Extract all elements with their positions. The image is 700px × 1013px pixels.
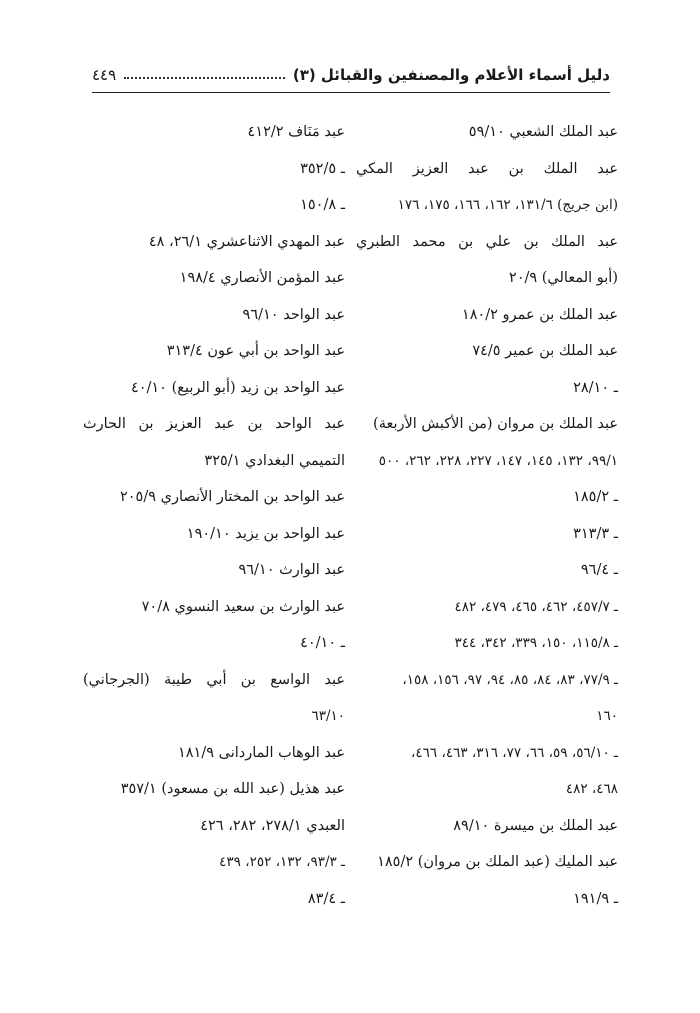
index-entry-line: (أبو المعالي) ٢٠/٩ <box>508 270 618 286</box>
index-entry-line: التميمي البغدادي ٣٢٥/١ <box>204 452 345 469</box>
index-entry-line: عبد الملك الشعبي ٥٩/١٠ <box>468 124 618 140</box>
index-entry-line: (ابن جريج) ١٣١/٦، ١٦٢، ١٦٦، ١٧٥، ١٧٦ <box>397 197 618 213</box>
header-dot-leader <box>124 77 285 79</box>
index-entry-line: ـ ٧٧/٩، ٨٣، ٨٤، ٨٥، ٩٤، ٩٧، ١٥٦، ١٥٨، <box>402 671 618 688</box>
index-entry-line: ـ ٣٥٢/٥ <box>300 160 345 177</box>
index-entry-line: ـ ٩٦/٤ <box>580 562 618 578</box>
index-entry-line: ـ ٤٠/١٠ <box>300 635 345 651</box>
index-column-right <box>356 114 618 917</box>
index-entry-line: عبد الملك بن مروان (من الأكبش الأربعة) <box>373 416 618 432</box>
index-entry-line: ـ ٩٣/٣، ١٣٢، ٢٥٢، ٤٣٩ <box>219 854 345 870</box>
index-entry-line: ـ ١٩١/٩ <box>573 890 618 907</box>
index-entry-line: ـ ١١٥/٨، ١٥٠، ٣٣٩، ٣٤٢، ٣٤٤ <box>454 635 618 651</box>
index-entry-line: عبد الواحد بن أبي عون ٣١٣/٤ <box>166 343 345 359</box>
index-entry-line: عبد الملك بن عمرو ١٨٠/٢ <box>461 306 618 323</box>
index-entry-line: عبد الواحد بن يزيد ١٩٠/١٠ <box>186 525 345 542</box>
index-entry-line: عبد الواحد بن زيد (أبو الربيع) ٤٠/١٠ <box>130 379 345 396</box>
index-column-left <box>83 114 345 917</box>
index-entry-line: ـ ٤٥٧/٧، ٤٦٢، ٤٦٥، ٤٧٩، ٤٨٢ <box>454 598 618 615</box>
index-entry-line: عبد الوارث ٩٦/١٠ <box>238 562 345 578</box>
index-entry-line: ـ ٢٨/١٠ <box>573 379 618 396</box>
index-entry-line: عبد الملك بن ميسرة ٨٩/١٠ <box>453 817 618 834</box>
index-entry-line: عبد الوهاب الماردانى ١٨١/٩ <box>177 744 345 761</box>
index-entry-line: عبد المهدي الاثناعشري ٢٦/١، ٤٨ <box>148 233 345 250</box>
index-entry-line: عبد الملك بن عبد العزيز المكي <box>356 160 618 177</box>
index-entry-line: عبد مَنَاف ٤١٢/٢ <box>247 124 345 140</box>
index-entry-line: عبد الواسع بن أبي طيبة (الجرجاني) <box>83 671 345 688</box>
index-entry-line: ٦٣/١٠ <box>311 708 345 724</box>
index-entry-line: ١٦٠ <box>596 708 618 724</box>
index-entry-line: عبد المؤمن الأنصاري ١٩٨/٤ <box>179 270 345 286</box>
header-title: دليل أسماء الأعلام والمصنفين والقبائل (٣) <box>292 66 610 84</box>
index-entry-line: عبد الوارث بن سعيد النسوي ٧٠/٨ <box>141 598 345 615</box>
index-entry-line: ـ ٣١٣/٣ <box>573 525 618 542</box>
index-entry-line: ـ ١٥٠/٨ <box>300 197 345 213</box>
index-entry-line: عبد هذيل (عبد الله بن مسعود) ٣٥٧/١ <box>120 781 345 797</box>
running-header <box>92 58 610 93</box>
index-entry-line: عبد الملك بن عمير ٧٤/٥ <box>472 343 618 359</box>
index-entry-line: ٤٦٨، ٤٨٢ <box>565 781 618 797</box>
index-entry-line: العبدي ٢٧٨/١، ٢٨٢، ٤٢٦ <box>200 817 345 834</box>
index-entry-line: عبد الواحد بن عبد العزيز بن الحارث <box>83 416 345 432</box>
index-entry-line: ـ ٥٦/١٠، ٥٩، ٦٦، ٧٧، ٣١٦، ٤٦٣، ٤٦٦، <box>411 744 618 761</box>
index-entry-line: عبد الملك بن علي بن محمد الطبري <box>356 233 618 250</box>
index-entry-line: عبد المليك (عبد الملك بن مروان) ١٨٥/٢ <box>377 854 618 870</box>
page-number: ٤٤٩ <box>92 66 117 84</box>
index-entry-line: ـ ٨٣/٤ <box>307 890 345 907</box>
index-entry-line: عبد الواحد ٩٦/١٠ <box>242 306 345 323</box>
index-entry-line: عبد الواحد بن المختار الأنصاري ٢٠٥/٩ <box>119 489 345 505</box>
index-entry-line: ـ ١٨٥/٢ <box>573 489 618 505</box>
index-entry-line: ٩٩/١، ١٣٢، ١٤٥، ١٤٧، ٢٢٧، ٢٢٨، ٢٦٢، ٥٠٠ <box>378 452 618 469</box>
